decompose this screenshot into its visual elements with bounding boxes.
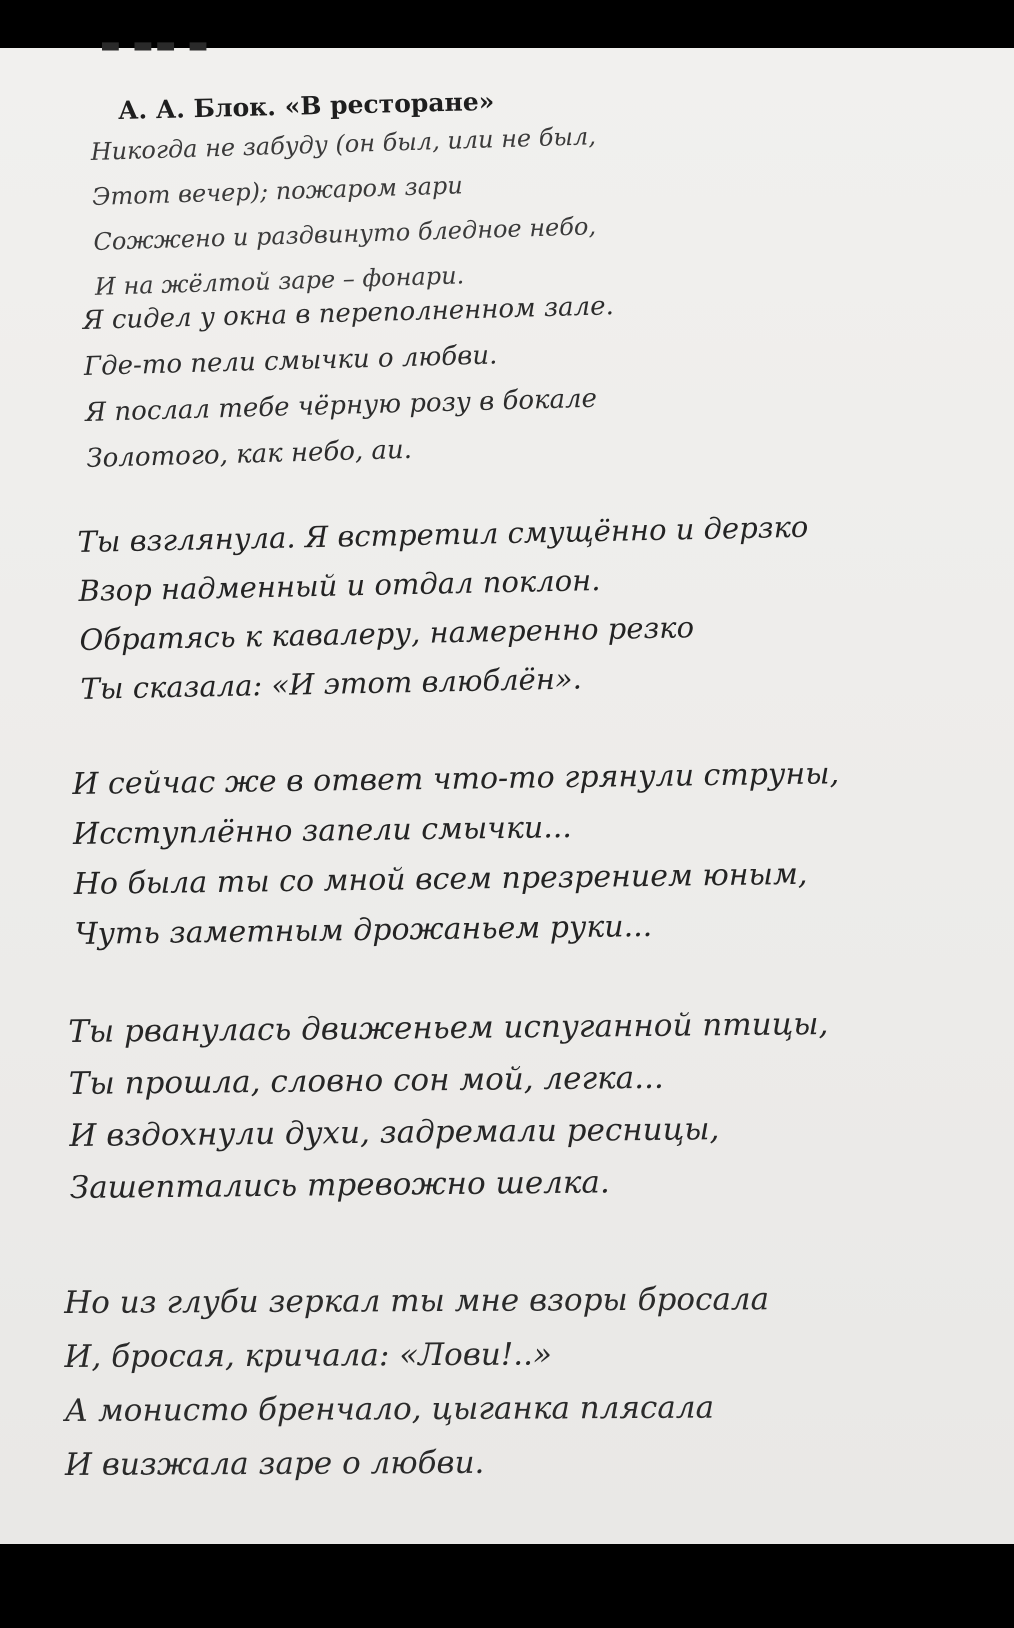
stanza-1 — [90, 114, 601, 310]
bottom-black-band — [0, 1544, 1014, 1628]
poem-line: И сейчас же в ответ что-то грянули струны, — [72, 756, 840, 802]
poem-line: Чуть заметным дрожаньем руки... — [74, 908, 653, 952]
stanza-2 — [82, 283, 618, 482]
stanza-3 — [77, 503, 812, 714]
poem-line: Я сидел у окна в переполненном зале. — [82, 291, 615, 336]
poem-line: Золотого, как небо, аи. — [86, 434, 413, 474]
stanza-5 — [68, 998, 830, 1214]
poem-line: И на жёлтой заре – фонари. — [94, 261, 465, 301]
poem-line: Ты сказала: «И этот влюблён». — [80, 661, 583, 706]
poem-line: Но из глуби зеркал ты мне взоры бросала — [64, 1281, 770, 1321]
poem-line: Зашептались тревожно шелка. — [69, 1164, 610, 1206]
poem-line: И, бросая, кричала: «Лови!..» — [64, 1336, 553, 1375]
poem-line: Обратясь к кавалеру, намеренно резко — [79, 610, 695, 657]
stanza-6 — [64, 1272, 770, 1492]
poem-line: Никогда не забуду (он был, или не был, — [90, 122, 597, 166]
poem-line: Ты прошла, словно сон мой, легка... — [68, 1059, 664, 1102]
poem-line: Ты рванулась движеньем испуганной птицы, — [68, 1006, 829, 1050]
poem-line: А монисто бренчало, цыганка плясала — [64, 1389, 715, 1429]
poem-line: Взор надменный и отдал поклон. — [78, 563, 601, 608]
poem-line: Этот вечер); пожаром зари — [91, 171, 464, 211]
poem-line: Я послал тебе чёрную розу в бокале — [84, 383, 598, 428]
poem-line: И вздохнули духи, задремали ресницы, — [69, 1111, 720, 1154]
document-page — [0, 32, 1014, 1544]
poem-line: Но была ты со мной всем презрением юным, — [73, 856, 808, 902]
poem-line: Ты взглянула. Я встретил смущённо и дерзко — [77, 509, 809, 559]
cropped-heading-fragment: ▬ ▬▬ ▬ — [100, 32, 211, 58]
poem-line: Исступлённо запели смычки... — [72, 810, 573, 852]
poem-line: И визжала заре о любви. — [64, 1444, 485, 1483]
stanza-4 — [72, 749, 842, 960]
poem-line: Сожжено и раздвинуто бледное небо, — [93, 212, 597, 256]
poem-title: А. А. Блок. «В ресторане» — [117, 86, 495, 125]
poem-line: Где-то пели смычки о любви. — [83, 340, 498, 382]
